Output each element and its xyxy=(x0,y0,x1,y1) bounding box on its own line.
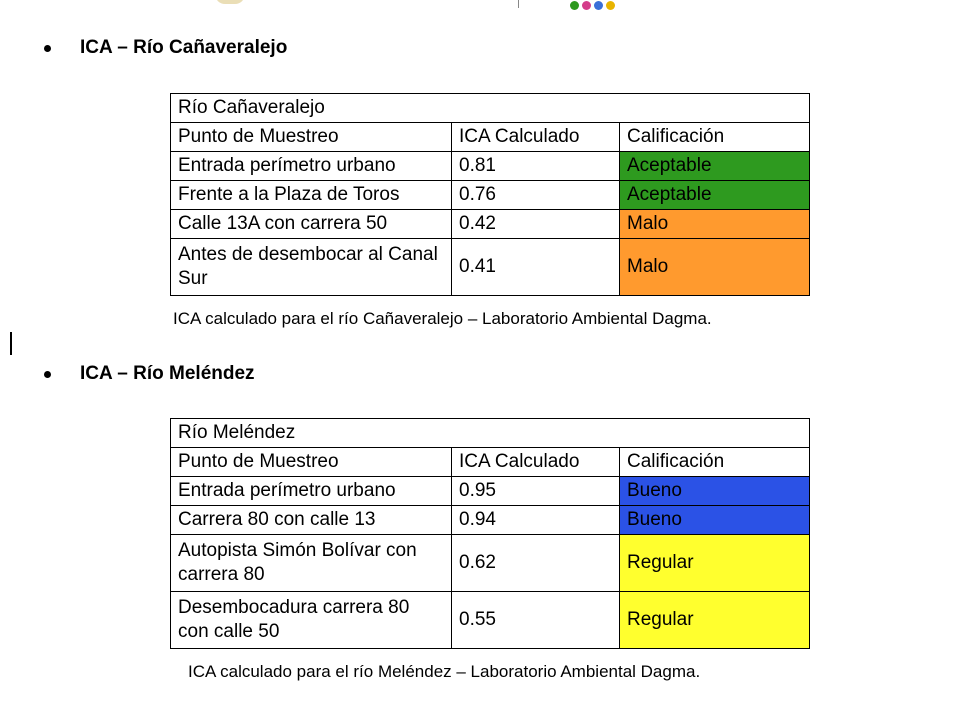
table-title: Río Cañaveralejo xyxy=(171,94,810,123)
cell-ica: 0.55 xyxy=(452,592,620,649)
cell-calificacion: Regular xyxy=(620,535,810,592)
cell-calificacion: Aceptable xyxy=(620,181,810,210)
cell-ica: 0.41 xyxy=(452,239,620,296)
text-cursor xyxy=(10,332,12,355)
cell-punto: Carrera 80 con calle 13 xyxy=(171,506,452,535)
cell-ica: 0.76 xyxy=(452,181,620,210)
table-row xyxy=(171,181,810,210)
logo-fragment-left xyxy=(215,0,245,4)
header-punto: Punto de Muestreo xyxy=(171,123,452,152)
heading-text: ICA – Río Cañaveralejo xyxy=(80,37,288,58)
cell-calificacion: Aceptable xyxy=(620,152,810,181)
cell-calificacion: Bueno xyxy=(620,506,810,535)
ica-table-canaveralejo xyxy=(170,93,810,296)
cell-calificacion: Regular xyxy=(620,592,810,649)
cell-punto: Entrada perímetro urbano xyxy=(171,152,452,181)
header-calificacion: Calificación xyxy=(620,448,810,477)
table-row xyxy=(171,152,810,181)
table-row xyxy=(171,535,810,592)
page-header-fragment xyxy=(0,0,963,10)
table-title: Río Meléndez xyxy=(171,419,810,448)
cell-punto: Desembocadura carrera 80 con calle 50 xyxy=(171,592,452,649)
cell-punto: Frente a la Plaza de Toros xyxy=(171,181,452,210)
cell-calificacion: Malo xyxy=(620,210,810,239)
cell-punto: Antes de desembocar al Canal Sur xyxy=(171,239,452,296)
table-caption: ICA calculado para el río Meléndez – Laboratorio Ambiental Dagma. xyxy=(188,662,701,681)
cell-ica: 0.95 xyxy=(452,477,620,506)
header-divider xyxy=(518,0,519,8)
logo-fragment-right xyxy=(570,0,628,7)
bullet-icon xyxy=(44,371,51,378)
table-row xyxy=(171,506,810,535)
table-header-row xyxy=(171,123,810,152)
cell-ica: 0.42 xyxy=(452,210,620,239)
cell-ica: 0.81 xyxy=(452,152,620,181)
header-calificacion: Calificación xyxy=(620,123,810,152)
heading-text: ICA – Río Meléndez xyxy=(80,363,255,384)
table-row xyxy=(171,210,810,239)
table-row xyxy=(171,477,810,506)
cell-calificacion: Malo xyxy=(620,239,810,296)
header-ica: ICA Calculado xyxy=(452,448,620,477)
section-heading-canaveralejo xyxy=(44,37,287,59)
cell-calificacion: Bueno xyxy=(620,477,810,506)
cell-ica: 0.62 xyxy=(452,535,620,592)
ica-table-melendez xyxy=(170,418,810,649)
header-punto: Punto de Muestreo xyxy=(171,448,452,477)
cell-ica: 0.94 xyxy=(452,506,620,535)
bullet-icon xyxy=(44,45,51,52)
table-row xyxy=(171,592,810,649)
table-row xyxy=(171,239,810,296)
table-header-row xyxy=(171,448,810,477)
cell-punto: Autopista Simón Bolívar con carrera 80 xyxy=(171,535,452,592)
section-heading-melendez xyxy=(44,363,255,385)
header-ica: ICA Calculado xyxy=(452,123,620,152)
cell-punto: Entrada perímetro urbano xyxy=(171,477,452,506)
table-caption: ICA calculado para el río Cañaveralejo – Laboratorio Ambiental Dagma. xyxy=(173,309,712,328)
cell-punto: Calle 13A con carrera 50 xyxy=(171,210,452,239)
